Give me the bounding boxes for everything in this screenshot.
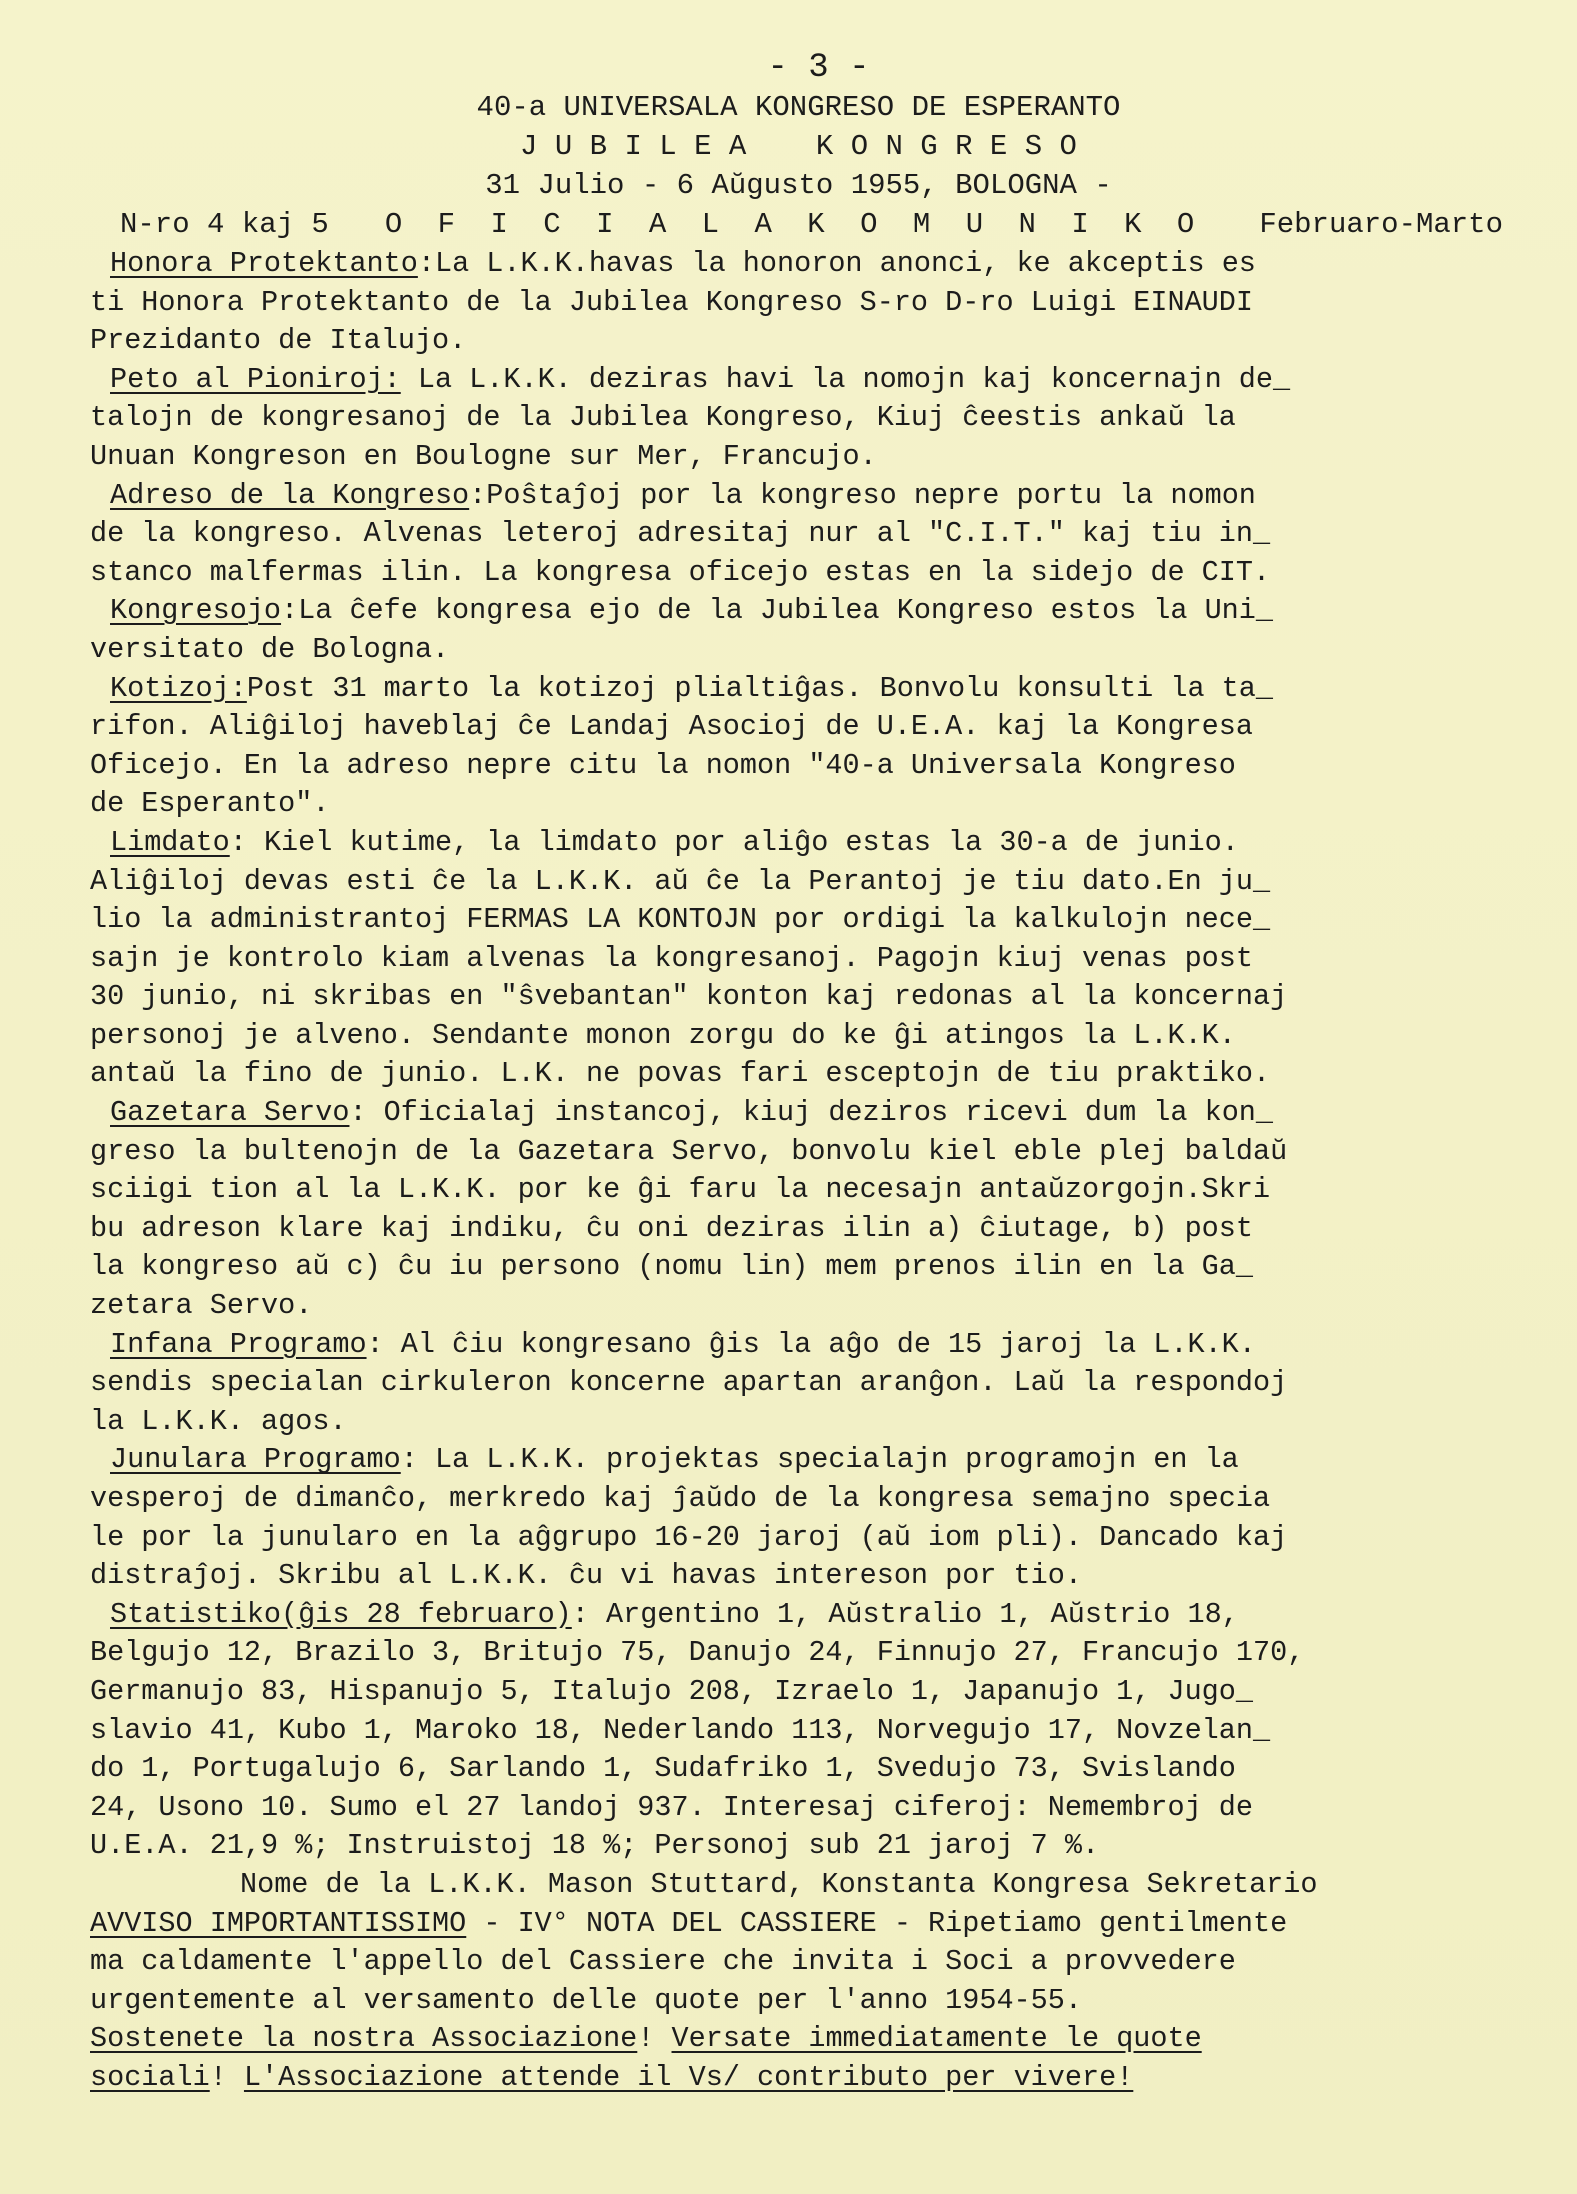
section-paragraph: [90, 1094, 1507, 1326]
section-line: de Esperanto".: [90, 787, 330, 821]
section-line: bu adreson klare kaj indiku, ĉu oni deziras ilin a) ĉiutage, b) post: [90, 1211, 1253, 1245]
section-heading: Honora Protektanto: [110, 247, 418, 280]
section-heading: Junulara Programo: [110, 1443, 401, 1477]
section-paragraph: [90, 477, 1507, 593]
section-line: zetara Servo.: [90, 1289, 313, 1323]
section-line: Prezidanto de Italujo.: [90, 324, 467, 358]
congress-dates: 31 Julio - 6 Aŭgusto 1955, BOLOGNA -: [485, 169, 1112, 202]
section-line: : Kiel kutime, la limdato por aliĝo estas la 30-a de junio.: [229, 825, 1239, 859]
issue-title: O F I C I A L A K O M U N I K O: [384, 208, 1204, 241]
section-heading: Kotizoj:: [110, 671, 247, 705]
section-line: distraĵoj. Skribu al L.K.K. ĉu vi havas intereson por tio.: [90, 1559, 1082, 1593]
section-heading: Limdato: [110, 825, 230, 859]
section-line: : Argentino 1, Aŭstralio 1, Aŭstrio 18,: [571, 1597, 1239, 1631]
congress-title: 40-a UNIVERSALA KONGRESO DE ESPERANTO: [476, 91, 1121, 124]
section-heading: Peto al Pioniroj:: [110, 362, 401, 396]
section-line: La L.K.K. deziras havi la nomojn kaj koncernajn de_: [400, 362, 1291, 396]
section-line: sajn je kontrolo kiam alvenas la kongresanoj. Pagojn kiuj venas post: [90, 941, 1253, 975]
section-line: 24, Usono 10. Sumo el 27 landoj 937. Interesaj ciferoj: Nemembroj de: [90, 1790, 1253, 1824]
section-line: antaŭ la fino de junio. L.K. ne povas fari esceptojn de tiu praktiko.: [90, 1057, 1271, 1091]
section-paragraph: [90, 592, 1507, 669]
section-line: :Poŝtaĵoj por la kongreso nepre portu la nomon: [469, 478, 1256, 512]
italian-notice: [90, 1905, 1507, 2098]
section-heading: Gazetara Servo: [110, 1096, 350, 1130]
section-heading: Kongresojo: [110, 594, 282, 628]
section-line: rifon. Aliĝiloj haveblaj ĉe Landaj Asocioj de U.E.A. kaj la Kongresa: [90, 710, 1253, 744]
section-paragraph: [90, 670, 1507, 824]
section-line: de la kongreso. Alvenas leteroj adresitaj nur al "C.I.T." kaj tiu in_: [90, 517, 1271, 551]
issue-line: [120, 205, 1503, 245]
issue-period: Februaro-Marto: [1259, 208, 1503, 241]
section-line: : Al ĉiu kongresano ĝis la aĝo de 15 jaroj la L.K.K.: [366, 1327, 1256, 1361]
section-line: Unuan Kongreson en Boulogne sur Mer, Francujo.: [90, 439, 877, 473]
section-line: :La L.K.K.havas la honoron anonci, ke akceptis es: [417, 247, 1256, 280]
italian-line-4c: Versate immediatamente le quote: [671, 2022, 1202, 2056]
section-paragraph: [90, 361, 1507, 477]
section-paragraph: [90, 824, 1507, 1094]
section-line: talojn de kongresanoj de la Jubilea Kongreso, Kiuj ĉeestis ankaŭ la: [90, 401, 1236, 435]
italian-line-4b: !: [637, 2022, 672, 2056]
section-line: U.E.A. 21,9 %; Instruistoj 18 %; Personoj sub 21 jaroj 7 %.: [90, 1829, 1100, 1863]
italian-heading: AVVISO IMPORTANTISSIMO: [90, 1906, 467, 1940]
section-paragraph: [90, 1596, 1507, 1866]
section-line: Belgujo 12, Brazilo 3, Britujo 75, Danujo 24, Finnujo 27, Francujo 170,: [90, 1636, 1305, 1670]
section-line: ti Honora Protektanto de la Jubilea Kongreso S-ro D-ro Luigi EINAUDI: [90, 285, 1253, 319]
section-line: Germanujo 83, Hispanujo 5, Italujo 208, Izraelo 1, Japanujo 1, Jugo_: [90, 1674, 1253, 1708]
section-line: lio la administrantoj FERMAS LA KONTOJN por ordigi la kalkulojn nece_: [90, 903, 1271, 937]
section-paragraph: [90, 245, 1507, 361]
page-number: - 3 -: [767, 49, 870, 87]
section-heading: Infana Programo: [110, 1327, 367, 1361]
section-paragraph: [90, 1441, 1507, 1595]
section-line: Oficejo. En la adreso nepre citu la nomon "40-a Universala Kongreso: [90, 748, 1236, 782]
italian-line-5c: L'Associazione attende il Vs/ contributo per vivere!: [243, 2060, 1134, 2094]
section-line: Aliĝiloj devas esti ĉe la L.K.K. aŭ ĉe la Perantoj je tiu dato.En ju_: [90, 864, 1271, 898]
section-line: : Oficialaj instancoj, kiuj deziros ricevi dum la kon_: [349, 1096, 1274, 1130]
section-line: versitato de Bologna.: [90, 632, 450, 666]
section-line: 30 junio, ni skribas en "ŝvebantan" konton kaj redonas al la koncernaj: [90, 980, 1288, 1014]
section-line: la kongreso aŭ c) ĉu iu persono (nomu lin) mem prenos ilin en la Ga_: [90, 1250, 1253, 1284]
italian-line-3: urgentemente al versamento delle quote per l'anno 1954-55.: [90, 1983, 1082, 2017]
section-line: do 1, Portugalujo 6, Sarlando 1, Sudafriko 1, Svedujo 73, Svislando: [90, 1752, 1236, 1786]
section-line: la L.K.K. agos.: [90, 1404, 347, 1438]
section-line: vesperoj de dimanĉo, merkredo kaj ĵaŭdo de la kongresa semajno specia: [90, 1482, 1271, 1515]
section-line: stanco malfermas ilin. La kongresa oficejo estas en la sidejo de CIT.: [90, 555, 1271, 589]
communique-body: [90, 245, 1507, 1866]
signature: Nome de la L.K.K. Mason Stuttard, Konstanta Kongresa Sekretario: [240, 1867, 1318, 1901]
italian-line-2: ma caldamente l'appello del Cassiere che invita i Soci a provvedere: [90, 1945, 1236, 1979]
section-heading: Statistiko(ĝis 28 februaro): [110, 1597, 572, 1631]
section-line: sendis specialan cirkuleron koncerne apartan aranĝon. Laŭ la respondoj: [90, 1366, 1288, 1400]
section-paragraph: [90, 1326, 1507, 1442]
section-line: greso la bultenojn de la Gazetara Servo, bonvolu kiel eble plej baldaŭ: [90, 1134, 1288, 1168]
section-line: : La L.K.K. projektas specialajn programojn en la: [400, 1443, 1239, 1477]
section-heading: Adreso de la Kongreso: [110, 478, 470, 512]
section-line: slavio 41, Kubo 1, Maroko 18, Nederlando 113, Norvegujo 17, Novzelan_: [90, 1713, 1271, 1747]
section-line: Post 31 marto la kotizoj plialtiĝas. Bonvolu konsulti la ta_: [246, 671, 1273, 705]
section-line: personoj je alveno. Sendante monon zorgu do ke ĝi atingos la L.K.K.: [90, 1018, 1236, 1052]
section-line: sciigi tion al la L.K.K. por ke ĝi faru la necesajn antaŭzorgojn.Skri: [90, 1173, 1271, 1207]
italian-line-4a: Sostenete la nostra Associazione: [90, 2022, 638, 2056]
section-line: le por la junularo en la aĝgrupo 16-20 jaroj (aŭ iom pli). Dancado kaj: [90, 1520, 1288, 1554]
italian-line-5b: !: [209, 2060, 244, 2094]
italian-line-1: - IV° NOTA DEL CASSIERE - Ripetiamo gentilmente: [466, 1906, 1288, 1940]
jubilee-title: J U B I L E A K O N G R E S O: [520, 130, 1077, 163]
issue-number: N-ro 4 kaj 5: [120, 208, 329, 241]
section-line: :La ĉefe kongresa ejo de la Jubilea Kongreso estos la Uni_: [281, 594, 1273, 628]
italian-line-5a: sociali: [90, 2060, 210, 2094]
